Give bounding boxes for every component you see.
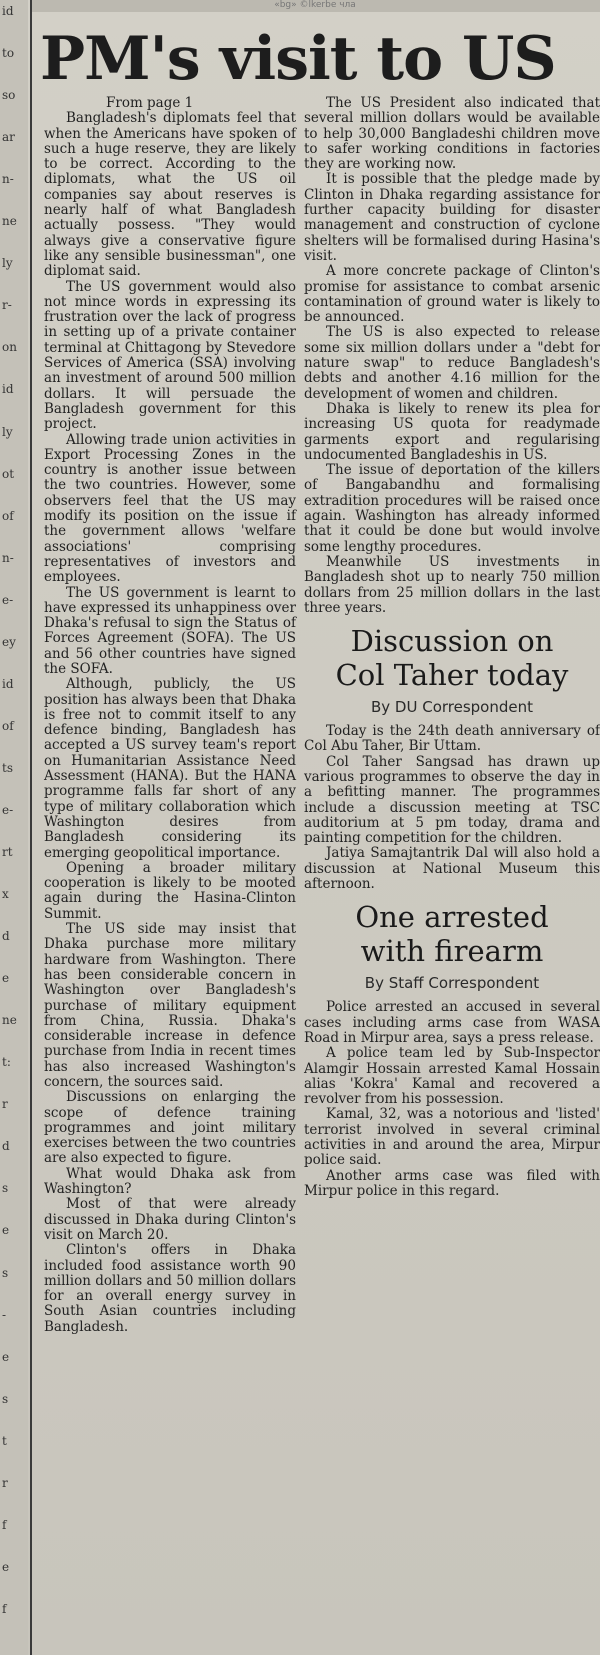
paragraph: Clinton's offers in Dhaka included food assistance worth 90 million dollars and 50 million dollars for an overall energy survey in South Asian countries including Bangladesh. bbox=[44, 1242, 296, 1335]
headline-line: Col Taher today bbox=[335, 658, 569, 693]
paragraph: Discussions on enlarging the scope of defence training programmes and joint military exercises between the two countries are also expected to figure. bbox=[44, 1089, 296, 1167]
margin-fragment: r bbox=[2, 1475, 8, 1490]
paragraph: Although, publicly, the US position has always been that Dhaka is free not to commit itself to any defence binding, Bangladesh has accepted a US survey team's report on Humanitarian Assistance Need Assessment (HANA). But the HANA programme falls far short of any type of military collaboration which Washington desires from Bangladesh considering its emerging geopolitical importance. bbox=[44, 676, 296, 861]
paragraph: Another arms case was filed with Mirpur police in this regard. bbox=[304, 1167, 600, 1199]
margin-fragment: ly bbox=[2, 256, 13, 271]
paragraph: Most of that were already discussed in Dhaka during Clinton's visit on March 20. bbox=[44, 1196, 296, 1243]
margin-fragment: d bbox=[2, 929, 10, 944]
margin-fragment: s bbox=[2, 1391, 9, 1406]
margin-fragment: e- bbox=[2, 592, 14, 607]
margin-fragment: f bbox=[2, 1517, 7, 1532]
headline: PM's visit to US bbox=[40, 24, 556, 94]
headline-line: One arrested bbox=[355, 900, 549, 935]
right-column bbox=[304, 96, 600, 1199]
paragraph: Bangladesh's diplomats feel that when the Americans have spoken of such a huge reserve, they are likely to be correct. According to the diplomats, what the US oil companies say about reserves is nearly half of what Bangladesh actually possess. "They would always give a conservative figure like any sensible businessman", one diplomat said. bbox=[44, 110, 296, 280]
margin-fragment: ey bbox=[2, 634, 16, 649]
paragraph: It is possible that the pledge made by Clinton in Dhaka regarding assistance for further capacity building for disaster management and construction of cyclone shelters will be formalised during Hasina's visit. bbox=[304, 171, 600, 264]
headline-line: Discussion on bbox=[350, 624, 554, 659]
margin-fragment: so bbox=[2, 88, 16, 103]
margin-fragment: to bbox=[2, 46, 15, 61]
margin-fragment: e bbox=[2, 1349, 10, 1364]
margin-fragment: ne bbox=[2, 214, 17, 229]
margin-fragment: id bbox=[2, 676, 14, 691]
margin-fragment: on bbox=[2, 340, 17, 355]
paragraph: Today is the 24th death anniversary of Col Abu Taher, Bir Uttam. bbox=[304, 723, 600, 755]
margin-fragment: x bbox=[2, 887, 9, 902]
byline: By DU Correspondent bbox=[370, 698, 533, 717]
margin-fragment: id bbox=[2, 382, 14, 397]
paragraph: Allowing trade union activities in Export Processing Zones in the country is another issue between the two countries. However, some observers feel that the US may modify its position on the issue if the government allows 'welfare associations' comprising representatives of investors and employees. bbox=[44, 431, 296, 586]
column-rule bbox=[30, 0, 32, 1655]
paragraph: The US government would also not mince words in expressing its frustration over the lack of progress in setting up of a private container terminal at Chittagong by Stevedore Services of America (SSA) involving an investment of around 500 million dollars. It will persuade the Bangladesh government for this project. bbox=[44, 278, 296, 433]
margin-fragment: r bbox=[2, 1097, 8, 1112]
top-strip-text: «bg» ©lkerbe чла bbox=[30, 0, 600, 12]
margin-fragment: f bbox=[2, 1601, 7, 1616]
margin-fragment: t bbox=[2, 1433, 7, 1448]
margin-fragment: e bbox=[2, 971, 10, 986]
paragraph: Police arrested an accused in several cases including arms case from WASA Road in Mirpur area, says a press release. bbox=[304, 999, 600, 1046]
main-story-left-column bbox=[44, 96, 296, 1335]
paragraph: The US is also expected to release some six million dollars under a "debt for nature swap" to reduce Bangladesh's debts and another 4.16 million for the development of women and children. bbox=[304, 324, 600, 402]
paragraph: Dhaka is likely to renew its plea for increasing US quota for readymade garments export and regularising undocumented Bangladeshis in US. bbox=[304, 400, 600, 463]
margin-fragment: ts bbox=[2, 760, 13, 775]
margin-fragment: rt bbox=[2, 845, 13, 860]
story-arrest bbox=[304, 900, 600, 1199]
paragraph: A police team led by Sub-Inspector Alamgir Hossain arrested Kamal Hossain alias 'Kokra' Kamal and recovered a revolver from his possession. bbox=[304, 1045, 600, 1108]
paragraph: Col Taher Sangsad has drawn up various programmes to observe the day in a befitting manner. The programmes include a discussion meeting at TSC auditorium at 5 pm today, drama and painting competition for the children. bbox=[304, 753, 600, 847]
margin-fragment: e bbox=[2, 1223, 10, 1238]
margin-fragment: e bbox=[2, 1559, 10, 1574]
margin-fragment: s bbox=[2, 1265, 9, 1280]
margin-fragment: d bbox=[2, 1139, 10, 1154]
paragraph: The US government is learnt to have expressed its unhappiness over Dhaka's refusal to sign the Status of Forces Agreement (SOFA). The US and 56 other countries have signed the SOFA. bbox=[44, 584, 296, 677]
margin-fragment: s bbox=[2, 1181, 9, 1196]
headline-line: with firearm bbox=[360, 934, 544, 969]
story-col-taher bbox=[304, 624, 600, 892]
margin-fragment: n- bbox=[2, 172, 14, 187]
paragraph: The US side may insist that Dhaka purchase more military hardware from Washington. There has been considerable concern in Washington over Bangladesh's purchase of military equipment from China, Russia. Dhaka's considerable increase in defence purchase from India in recent times has also increased Washington's concern, the sources said. bbox=[44, 921, 296, 1090]
margin-fragment: ot bbox=[2, 466, 15, 481]
margin-fragment: n- bbox=[2, 550, 14, 565]
margin-fragment: id bbox=[2, 4, 14, 18]
byline: By Staff Correspondent bbox=[364, 974, 540, 993]
paragraph: What would Dhaka ask from Washington? bbox=[44, 1165, 296, 1198]
main-story-continuation bbox=[304, 96, 600, 616]
margin-fragment: ar bbox=[2, 130, 15, 145]
paragraph: A more concrete package of Clinton's promise for assistance to combat arsenic contamination of ground water is likely to be announced. bbox=[304, 263, 600, 326]
paragraph: Meanwhile US investments in Bangladesh shot up to nearly 750 million dollars from 25 million dollars in the last three years. bbox=[304, 553, 600, 616]
margin-fragment: ne bbox=[2, 1013, 17, 1028]
story-headline bbox=[304, 900, 600, 968]
margin-fragment: r- bbox=[2, 298, 12, 313]
margin-fragment: e- bbox=[2, 802, 14, 817]
margin-fragment: - bbox=[2, 1307, 7, 1322]
paragraph: The US President also indicated that several million dollars would be available to help 30,000 Bangladeshi children move to safer working conditions in factories they are working now. bbox=[304, 95, 600, 173]
paragraph: Kamal, 32, was a notorious and 'listed' terrorist involved in several criminal activities in and around the area, Mirpur police said. bbox=[304, 1106, 600, 1169]
jump-line: From page 1 bbox=[106, 95, 194, 111]
paragraph: The issue of deportation of the killers of Bangabandhu and formalising extradition procedures will be raised once again. Washington has already informed that it could be done but would involve some lengthy procedures. bbox=[304, 462, 600, 555]
margin-fragment: of bbox=[2, 508, 14, 523]
margin-fragment: ly bbox=[2, 424, 13, 439]
margin-fragment: of bbox=[2, 718, 14, 733]
left-margin-strip bbox=[0, 0, 28, 1655]
story-headline bbox=[304, 624, 600, 692]
paragraph: Opening a broader military cooperation is likely to be mooted again during the Hasina-Clinton Summit. bbox=[44, 859, 296, 922]
paragraph: Jatiya Samajtantrik Dal will also hold a discussion at National Museum this afternoon. bbox=[304, 845, 600, 893]
margin-fragment: t: bbox=[2, 1055, 11, 1070]
